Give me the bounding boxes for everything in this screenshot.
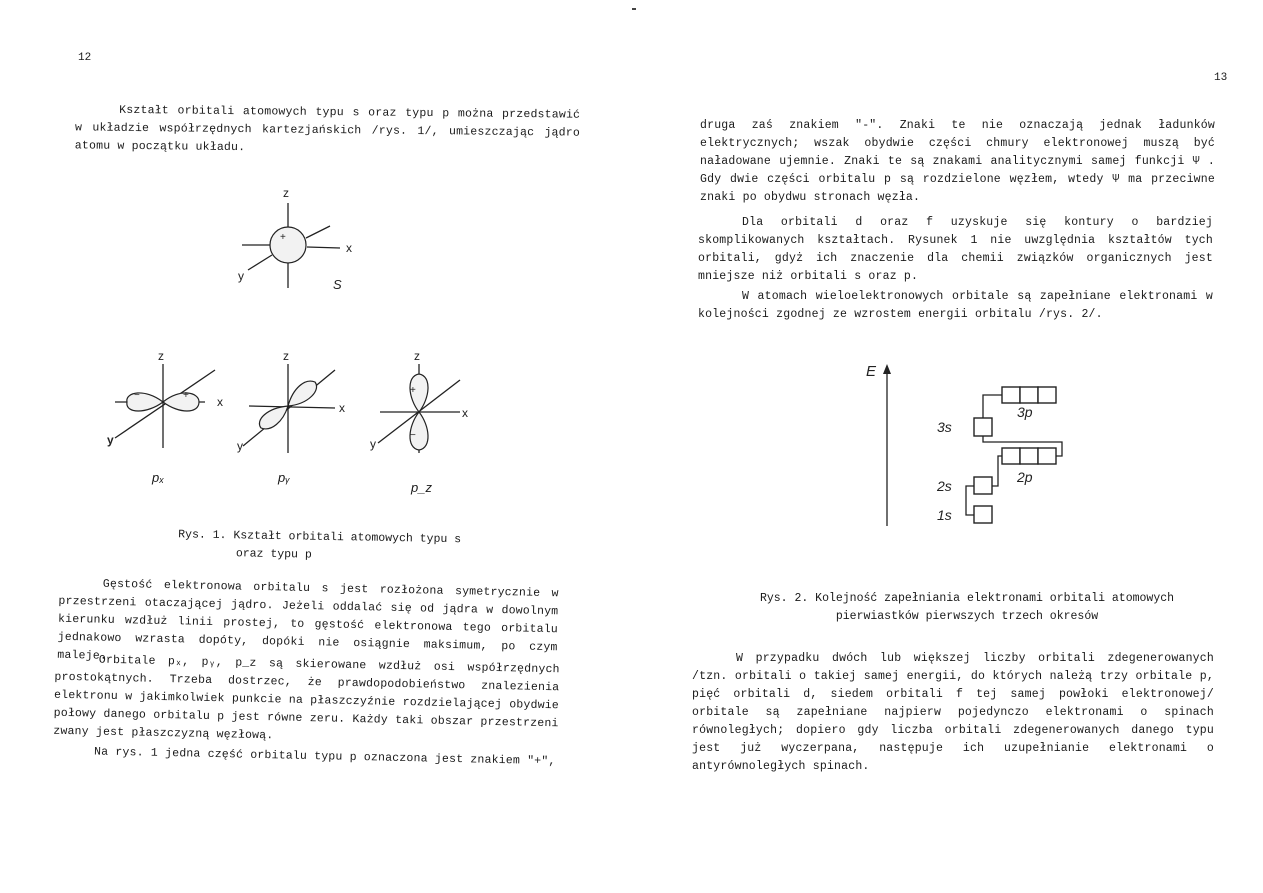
caption-line: Rys. 2. Kolejność zapełniania elektronami orbitali atomowych (759, 592, 1175, 605)
svg-text:1s: 1s (937, 507, 952, 523)
svg-text:y: y (370, 437, 376, 451)
axis-x-label: x (346, 241, 352, 255)
left-page (0, 0, 631, 893)
page-number: 12 (78, 52, 92, 64)
energy-axis-label: E (866, 363, 877, 380)
svg-text:z: z (283, 349, 289, 363)
caption-line: oraz typu p (235, 547, 312, 562)
px-label: pₓ (152, 470, 165, 485)
svg-text:x: x (462, 406, 468, 420)
caption-line: Rys. 1. Kształt orbitali atomowych typu s (178, 528, 462, 547)
svg-text:z: z (414, 349, 420, 363)
right-page (632, 0, 1263, 893)
pz-orbital-diagram (370, 348, 480, 458)
svg-text:z: z (158, 349, 164, 363)
svg-text:+: + (280, 232, 286, 243)
svg-text:x: x (339, 401, 345, 415)
svg-text:+: + (410, 385, 416, 396)
svg-text:−: − (410, 430, 416, 441)
s-label: S (333, 277, 342, 292)
axis-y-label: y (238, 269, 244, 283)
svg-text:−: − (134, 390, 140, 401)
svg-text:2s: 2s (937, 478, 952, 494)
caption-line: pierwiastków pierwszych trzech okresów (835, 610, 1099, 623)
paragraph-d-f-orbitals: Dla orbitali d oraz f uzyskuje się kontury o bardziej skomplikowanych kształtach. Rysunek 1 nie uwzględnia kształtów tych orbitali, gdyż ich znaczenie dla chemii związków organicznych jest mniejsze niż orbitali s oraz p. (698, 216, 1221, 283)
paragraph-signs: Na rys. 1 jedna część orbitalu typu p oznaczona jest znakiem "+", (93, 745, 556, 769)
svg-text:x: x (217, 395, 223, 409)
svg-text:+: + (183, 390, 189, 401)
paragraph-signs-continued: druga zaś znakiem "-". Znaki te nie oznaczają jednak ładunków elektrycznych; wszak obydwie części chmury elektronowej muszą być naładowane ujemnie. Znaki te są znakami analitycznymi samej funkcji Ψ . Gdy dwie części orbitalu p są rozdzielone węzłem, wtedy Ψ ma przeciwne znaki po obydwu stronach węzła. (700, 119, 1223, 204)
svg-text:y: y (107, 433, 114, 447)
py-orbital-diagram (235, 348, 365, 458)
s-orbital-diagram (230, 185, 370, 295)
energy-level-diagram (862, 360, 1042, 535)
figure1-caption (178, 526, 489, 567)
svg-text:3s: 3s (937, 419, 952, 435)
axis-z-label: z (283, 186, 289, 200)
svg-text:3p: 3p (1017, 404, 1033, 420)
figure2-caption (732, 590, 1202, 626)
svg-text:2p: 2p (1017, 469, 1033, 485)
px-orbital-diagram (105, 348, 235, 458)
svg-text:y: y (237, 439, 243, 453)
paragraph-p-orbitals: Orbitale pₓ, pᵧ, p_z są skierowane wzdłuż osi współrzędnych prostokątnych. Trzeba dostrzec, że prawdopodobieństwo znalezienia elektronu w jakimkolwiek punkcie na płaszczyźnie rozdzielającej obydwie połowy danego orbitalu p jest równe zeru. Każdy taki obszar przestrzeni zwany jest płaszczyzną węzłową. (53, 653, 567, 743)
s-orbital-sphere (270, 227, 306, 263)
paragraph-electron-density: Gęstość elektronowa orbitalu s jest rozłożona symetrycznie w przestrzeni otaczającej jądro. Jeżeli oddalać się od jądra w dowolnym kierunku wzdłuż linii prostej, to gęstość elektronowa tego orbitalu jednakowo wzrasta dopóty, dopóki nie osiągnie maksimum, po czym maleje. (57, 577, 566, 663)
paragraph-degenerate-orbitals: W przypadku dwóch lub większej liczby orbitali zdegenerowanych /tzn. orbitali o takiej samej energii, do których należą trzy orbitale p, pięć orbitali d, siedem orbitali f tej samej powłoki elektronowej/ orbitale są zapełniane najpierw pojedynczo elektronami o spinach równoległych; dopiero gdy liczba orbitali zdegenerowanych danego typu jest już wyczerpana, następuje ich uzupełnianie elektronami o antyrównoległych spinach. (692, 652, 1222, 773)
pz-label: p_z (411, 480, 432, 495)
py-label: pᵧ (278, 470, 291, 485)
page-number: 13 (1214, 72, 1228, 84)
intro-paragraph: Kształt orbitali atomowych typu s oraz typu p można przedstawić w układzie współrzędnych kartezjańskich /rys. 1/, umieszczając jądro atomu w początku układu. (74, 103, 588, 155)
paragraph-filling-order: W atomach wieloelektronowych orbitale są zapełniane elektronami w kolejności zgodnej ze wzrostem energii orbitalu /rys. 2/. (698, 290, 1221, 321)
